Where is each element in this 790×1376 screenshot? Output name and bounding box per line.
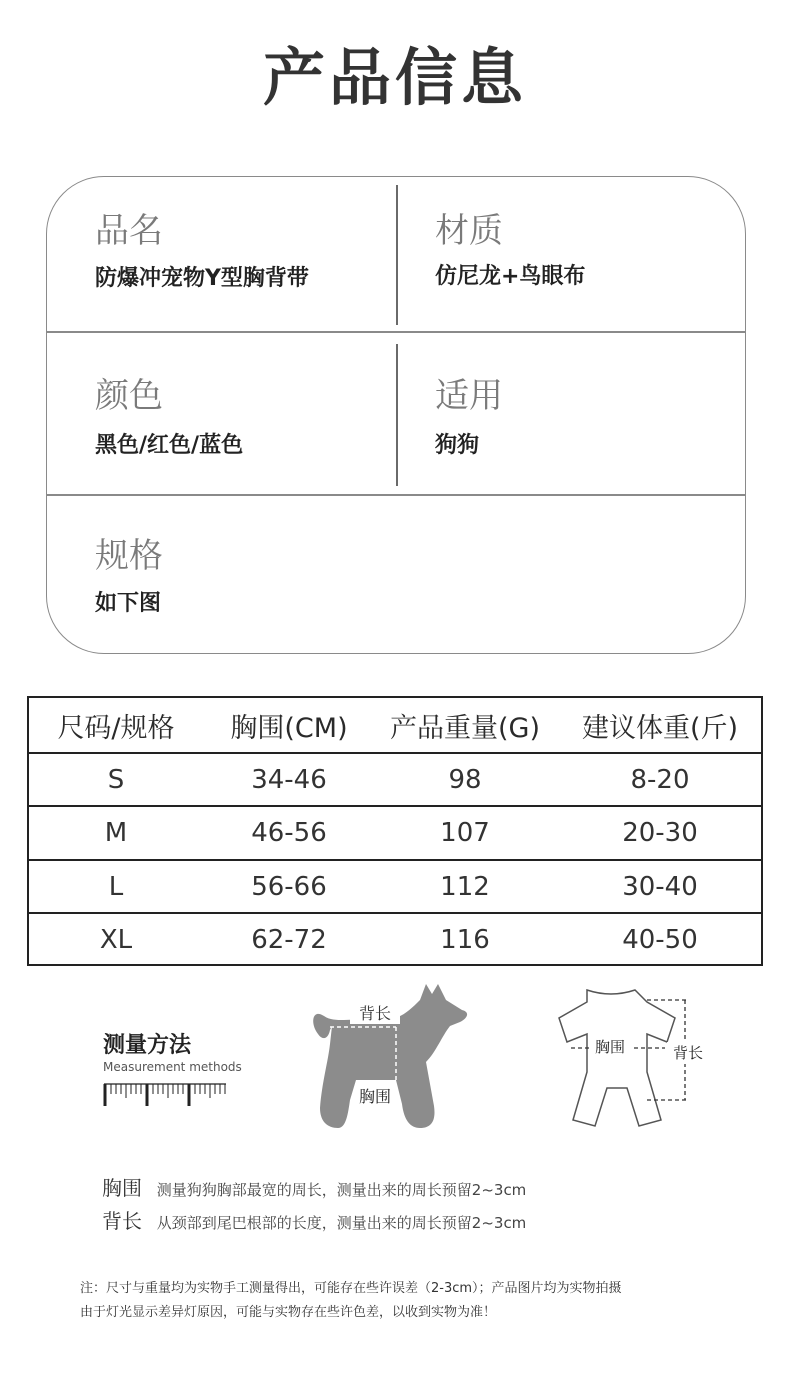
dog-chest-label: 胸围 (358, 1087, 392, 1106)
table-cell: L (108, 871, 124, 902)
table-cell: 40-50 (622, 925, 698, 955)
measure-title: 测量方法 (103, 1033, 192, 1058)
color-label: 颜色 (95, 376, 163, 416)
column-divider (396, 344, 398, 486)
ruler-icon (103, 1080, 227, 1108)
back-definition-text: 从颈部到尾巴根部的长度，测量出来的周长预留2~3cm (156, 1214, 527, 1232)
product-info-card (46, 176, 746, 654)
measure-subtitle: Measurement methods (103, 1060, 242, 1074)
table-cell: 112 (440, 871, 490, 902)
table-cell: XL (99, 925, 133, 955)
chest-definition-text: 测量狗狗胸部最宽的周长，测量出来的周长预留2~3cm (156, 1181, 527, 1199)
chest-definition-row (102, 1172, 526, 1201)
table-cell: 56-66 (251, 871, 327, 902)
column-divider (396, 185, 398, 325)
page-title: 产品信息 (262, 41, 527, 114)
table-cell: M (104, 818, 128, 848)
note-line: 由于灯光显示差异灯原因，可能与实物存在些许色差，以收到实物为准！ (80, 1305, 497, 1320)
table-row (29, 807, 761, 859)
dog-silhouette-figure (300, 982, 480, 1134)
table-cell: 20-30 (622, 818, 698, 848)
table-cell: 30-40 (622, 871, 698, 902)
back-definition-row (102, 1205, 526, 1234)
product-name-label: 品名 (95, 211, 163, 251)
table-cell: 46-56 (251, 818, 327, 848)
garment-back-label: 背长 (672, 1044, 704, 1062)
chest-definition-term: 胸围 (102, 1176, 142, 1200)
garment-diagram (535, 980, 720, 1130)
table-header-row (29, 698, 761, 752)
table-cell: 8-20 (630, 764, 690, 795)
suitable-value: 狗狗 (435, 433, 480, 458)
table-header-cell: 产品重量(G) (390, 712, 540, 744)
note-line: 注：尺寸与重量均为实物手工测量得出，可能存在些许误差（2-3cm）；产品图片均为实物拍摄 (80, 1281, 622, 1296)
suitable-label: 适用 (435, 376, 503, 416)
table-row (29, 914, 761, 966)
spec-value: 如下图 (95, 591, 162, 616)
table-cell: 116 (440, 925, 490, 955)
table-header-cell: 建议体重(斤) (581, 712, 739, 744)
product-name-value: 防爆冲宠物Y型胸背带 (95, 266, 309, 291)
table-header-cell: 胸围(CM) (230, 712, 348, 744)
material-value: 仿尼龙+鸟眼布 (435, 264, 586, 289)
color-value: 黑色/红色/蓝色 (95, 433, 244, 458)
card-divider (47, 494, 745, 496)
garment-chest-label: 胸围 (594, 1038, 626, 1056)
card-divider (47, 331, 745, 333)
table-cell: 34-46 (251, 764, 327, 795)
size-table (27, 696, 763, 966)
table-cell: 98 (448, 764, 482, 795)
dog-back-label: 背长 (358, 1004, 392, 1023)
table-cell: S (107, 764, 125, 795)
table-row (29, 754, 761, 805)
material-label: 材质 (435, 211, 503, 251)
table-header-cell: 尺码/规格 (57, 712, 175, 744)
table-cell: 107 (440, 818, 490, 848)
back-definition-term: 背长 (102, 1209, 142, 1233)
table-cell: 62-72 (251, 925, 327, 955)
spec-label: 规格 (95, 536, 163, 576)
table-row (29, 861, 761, 912)
